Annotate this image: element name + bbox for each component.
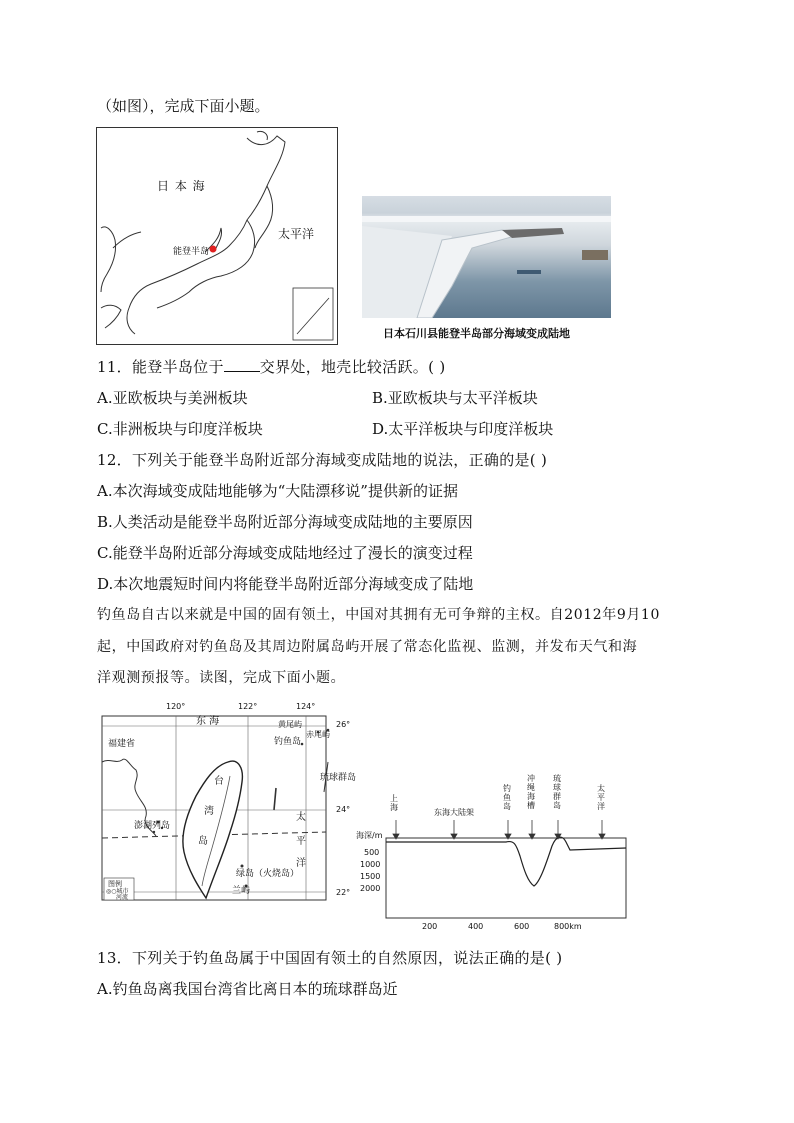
q12-option-c[interactable]: C.能登半岛附近部分海域变成陆地经过了漫长的演变过程: [97, 544, 473, 562]
q11-blank: [224, 357, 260, 372]
profile-label-shelf: 东海大陆架: [434, 808, 474, 817]
ocean-label: 太平洋: [278, 227, 315, 241]
q11-option-a[interactable]: A.亚欧板块与美洲板块: [97, 389, 248, 407]
q12-option-b[interactable]: B.人类活动是能登半岛附近部分海域变成陆地的主要原因: [97, 513, 473, 531]
depth-tick-500: 500: [364, 848, 380, 857]
intro-fragment: （如图），完成下面小题。: [97, 97, 270, 115]
dist-tick-400: 400: [468, 922, 484, 931]
passage-line-1: 钓鱼岛自古以来就是中国的固有领土，中国对其拥有无可争辩的主权。自2012年9月10: [97, 607, 660, 623]
japan-map: [96, 127, 338, 345]
profile-label-trough: 冲绳海槽: [527, 774, 535, 810]
q11-option-c[interactable]: C.非洲板块与印度洋板块: [97, 420, 263, 438]
profile-label-ryukyu: 琉球群岛: [553, 774, 561, 810]
passage-line-2: 起，中国政府对钓鱼岛及其周边附属岛屿开展了常态化监视、监测，并发布天气和海: [97, 639, 638, 655]
dist-tick-600: 600: [514, 922, 530, 931]
lat-24: 24°: [336, 805, 351, 814]
lon-122: 122°: [238, 702, 258, 711]
q13-option-a[interactable]: A.钓鱼岛离我国台湾省比离日本的琉球群岛近: [97, 980, 398, 998]
pacific-1: 太: [296, 812, 306, 823]
legend-city: ◎○城市: [106, 888, 129, 895]
pacific-2: 平: [296, 836, 306, 847]
taiwan-dao: 岛: [198, 836, 208, 847]
profile-label-shanghai: 上海: [390, 794, 398, 812]
ryukyu-label: 琉球群岛: [320, 773, 357, 783]
huangwei-label: 黄尾屿: [278, 720, 302, 729]
q11-before: 11．能登半岛位于: [97, 358, 224, 376]
depth-tick-1000: 1000: [360, 860, 381, 869]
depth-title: 海深/m: [356, 831, 383, 840]
depth-tick-1500: 1500: [360, 872, 381, 881]
legend-river: 河流: [116, 894, 129, 901]
seafloor-profile: [356, 770, 636, 930]
taiwan-tai: 台: [214, 776, 224, 787]
lanyu-label: 兰屿: [232, 886, 251, 896]
dist-tick-200: 200: [422, 922, 438, 931]
diaoyu-label: 钓鱼岛: [274, 737, 302, 747]
q11-stem: [97, 356, 445, 377]
legend-title: 图例: [108, 880, 122, 888]
q12-option-a[interactable]: A.本次海域变成陆地能够为“大陆漂移说”提供新的证据: [97, 482, 458, 500]
q12-option-d[interactable]: D.本次地震短时间内将能登半岛附近部分海域变成了陆地: [97, 575, 474, 593]
q11-option-b[interactable]: B.亚欧板块与太平洋板块: [372, 389, 538, 407]
chiwei-label: 赤尾屿: [306, 730, 330, 739]
peninsula-marker: [210, 246, 217, 253]
lon-120: 120°: [166, 702, 186, 711]
penghu-label: 澎湖列岛: [134, 821, 171, 831]
lvdao-label: 绿岛（火烧岛）: [236, 869, 300, 879]
fujian-label: 福建省: [108, 739, 136, 749]
q11-after: 交界处，地壳比较活跃。( ): [259, 358, 446, 376]
lat-26: 26°: [336, 720, 351, 729]
dist-tick-800: 800km: [554, 922, 582, 931]
sea-label: 日 本 海: [157, 179, 206, 193]
lon-124: 124°: [296, 702, 316, 711]
photo-coast-drawing: [362, 196, 611, 318]
photo-coast: [362, 196, 611, 318]
photo-caption: 日本石川县能登半岛部分海域变成陆地: [383, 327, 570, 340]
peninsula-label: 能登半岛: [173, 247, 210, 257]
q12-stem: 12．下列关于能登半岛附近部分海域变成陆地的说法，正确的是( ): [97, 451, 548, 469]
profile-label-diaoyu: 钓鱼岛: [503, 784, 511, 811]
q11-option-d[interactable]: D.太平洋板块与印度洋板块: [372, 420, 554, 438]
pacific-3: 洋: [296, 858, 306, 869]
taiwan-map: [96, 702, 358, 902]
taiwan-wan: 湾: [204, 806, 214, 817]
q13-stem: 13．下列关于钓鱼岛属于中国固有领土的自然原因，说法正确的是( ): [97, 949, 563, 967]
profile-label-pacific: 太平洋: [597, 784, 605, 811]
lat-22: 22°: [336, 888, 351, 897]
passage-line-3: 洋观测预报等。读图，完成下面小题。: [97, 670, 346, 686]
depth-tick-2000: 2000: [360, 884, 381, 893]
east-sea-label: 东 海: [196, 716, 220, 727]
